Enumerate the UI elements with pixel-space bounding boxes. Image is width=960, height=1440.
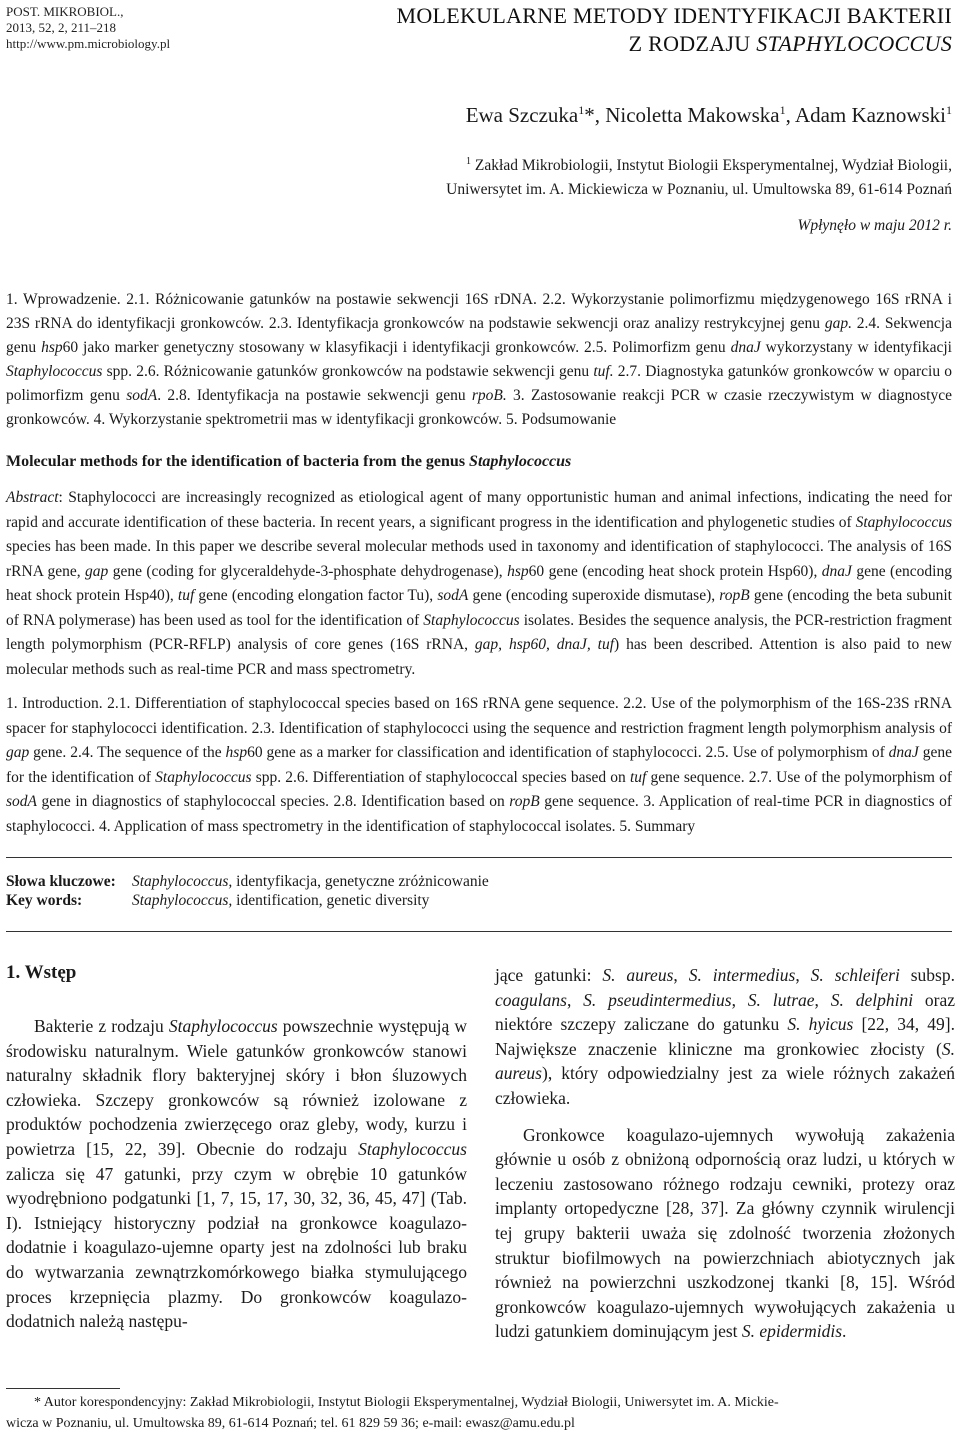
species-name: S. schleiferi [810,965,900,985]
paragraph [495,963,955,1111]
english-title-text: Molecular methods for the identification of bacteria from the genus [6,453,470,470]
title-line-2-prefix: Z RODZAJU [628,31,757,56]
abstract-text: species has been made. In this paper we describe several molecular methods used in taxonomy and identification of staphylococci. The analysis of 16S rRNA gene, [6,538,952,580]
title-line-1: MOLEKULARNE METODY IDENTYFIKACJI BAKTERII [396,3,952,28]
toc-pl-text: spp. 2.6. Różnicowanie gatunków gronkowców na podstawie sekwencji genu [102,363,594,380]
author-1-mark: *, [584,103,606,127]
title-genus: STAPHYLOCOCCUS [756,31,952,56]
abstract-term: gap [85,562,109,580]
species-name: S. delphini [830,989,914,1010]
footnote-rule [6,1388,120,1389]
genus-name: Staphylococcus [358,1138,467,1159]
abstract-text: : Staphylococci are increasingly recognized as etiological agent of many opportunistic human and animal infections, indicating the need for rapid and accurate identification of these bacteria. In recent years, a significant progress in the identification and phylogenetic studies of [6,489,952,531]
abstract-term: Staphylococcus [423,611,520,629]
abstract [6,486,952,682]
paragraph-text: , [731,989,748,1010]
received-date: Wpłynęło w maju 2012 r. [797,217,952,234]
keywords-english-label: Key words: [6,892,83,909]
paragraph-text: powszechnie występują w środowisku naturalnym. Wiele gatunków gronkowców stanowi naturalny składnik flory bakteryjnej skóry i błon śluzowych człowieka. Szczepy gronkowców są również izolowane z produktów pochodzenia zwierzęcego oraz gleby, wody, kurzu i powietrza [15, 22, 39]. Obecnie do rodzaju [6,1016,467,1159]
keywords-english [6,892,429,910]
toc-pl-gene: gap. [824,315,852,332]
paragraph-text: jące gatunki: [495,965,603,985]
paragraph-text: zalicza się 47 gatunki, przy czym w obrębie 10 gatunków wyodrębniono podgatunki [1, 7, 15, 17, 30, 32, 36, 45, 47] (Tab. I). Istniejący historyczny podział na gronkowce koagulazo-dodatnie i koagulazo-ujemne oparty jest na zdolności lub braku do wytwarzania zewnątrzkomórkowego białka stymulującego proces krzepnięcia plazmy. Do gronkowców koagulazo-dodatnich należą następu- [6,1163,467,1332]
article-title [300,2,952,58]
toc-pl-gene: hsp [41,339,63,356]
journal-volume: 2013, 52, 2, 211–218 [6,20,117,35]
abstract-term: Staphylococcus [855,513,952,531]
abstract-label: Abstract [6,489,59,506]
keywords-polish-label: Słowa kluczowe: [6,873,116,890]
toc-pl-text: wykorzystany w identyfikacji [760,339,952,356]
toc-en-text: 1. Introduction. 2.1. Differentiation of staphylococcal species based on 16S rRNA gene sequence. 2.2. Use of the polymorphism of the 16S-23S rRNA spacer for staphylococci identification. 2.3. Identification of staphylococci using the sequence and restriction fragment length polymorphism analysis of [6,695,952,737]
keyword-genus: Staphylococcus, [132,873,233,890]
footnote [6,1392,952,1434]
journal-name: POST. MIKROBIOL., [6,4,124,19]
toc-pl-text: 60 jako marker genetyczny stosowany w klasyfikacji i identyfikacji gronkowców. 2.5. Polimorfizm genu [62,339,731,356]
author-2: Nicoletta Makowska [605,103,780,127]
abstract-text: 60 gene (encoding heat shock protein Hsp60), [528,562,822,580]
paragraph-text: Gronkowce koagulazo-ujemnych wywołują zakażenia głównie u osób z obniżoną odpornością oraz ludzi, u których w leczeniu zastosowano różnego rodzaju cewniki, protezy oraz implanty ortopedyczne [28, 37]. Za główny czynnik wirulencji tej grupy bakterii uważa się zdolność tworzenia złożonych struktur biofilmowych na powierzchniach abiotycznych jak również na powierzchni uszkodzonej tkanki [8, 15]. Wśród gronkowców koagulazo-ujemnych wywołujących zakażenia u ludzi gatunkiem dominującym jest [495,1124,955,1342]
abstract-text: isolates. Besides the sequence analysis, the PCR-restriction fragment length polymorphism (PCR-RFLP) analysis of core genes (16S rRNA, [6,611,952,653]
species-name: S. aureus [602,965,674,985]
toc-en-text: spp. 2.6. Differentiation of staphylococcal species based on [251,768,630,786]
abstract-term: tuf [177,587,195,604]
journal-citation [6,4,170,52]
keywords-polish-text: identyfikacja, genetyczne zróżnicowanie [232,873,489,890]
toc-en-gene: hsp [225,744,248,761]
paragraph-text: , [795,965,811,985]
abstract-term: gap, hsp60, dnaJ, tuf [474,636,615,653]
author-2-affil: 1 [779,103,786,117]
genus-name: Staphylococcus [168,1016,278,1036]
species-name: S. aureus [495,1038,955,1084]
author-3-affil: 1 [946,103,952,117]
affiliation-line-1 [300,150,952,178]
toc-pl-text: 1. Wprowadzenie. 2.1. Różnicowanie gatunków na postawie sekwencji 16S rDNA. 2.2. Wykorzystanie polimorfizmu międzygenowego 16S rRNA i 23S rRNA do identyfikacji gronkowców. 2.3. Identyfikacja gronkowców na podstawie sekwencji oraz analizy restrykcyjnej genu [6,291,952,332]
paragraph [6,1014,467,1334]
toc-pl-text: 3. Zastosowanie reakcji PCR w czasie rzeczywistym w diagnostyce gronkowców. 4. Wykorzystanie spektrometrii mas w identyfikacji gronkowców. 5. Podsumowanie [6,387,952,428]
toc-en-text: gene. 2.4. The sequence of the [29,744,226,761]
paragraph [495,1123,955,1344]
toc-pl-text: 2.4. Sekwencja genu [6,315,952,356]
species-name: S. pseudintermedius [583,989,732,1010]
paragraph-text: . [842,1321,847,1342]
toc-en-text: gene in diagnostics of staphylococcal species. 2.8. Identification based on [37,793,510,810]
abstract-text: gene (encoding elongation factor Tu), [194,587,438,604]
english-title-genus: Staphylococcus [469,453,572,470]
abstract-text: ) has been described. Attention is also paid to new molecular methods such as real-time PCR and mass spectrometry. [6,636,952,678]
divider [6,931,952,932]
journal-url: http://www.pm.microbiology.pl [6,36,171,51]
keyword-genus: Staphylococcus, [132,892,233,909]
abstract-text: gene (encoding superoxide dismutase), [468,587,720,604]
paragraph-text: [22, 34, 49]. Największe znaczenie kliniczne ma gronkowiec złocisty ( [495,1014,955,1059]
author-separator: , [785,103,795,127]
paragraph-text: , [814,989,831,1010]
title-line-2 [300,30,952,58]
toc-en-text: gene for the identification of [6,744,952,786]
footnote-line-1: * Autor korespondencyjny: Zakład Mikrobiologii, Instytut Biologii Eksperymentalnej, Wydział Biologii, Uniwersytet im. A. Mickie- [34,1395,779,1410]
author-1: Ewa Szczuka [465,103,579,127]
contents-polish [6,288,952,432]
author-list [300,103,952,128]
paragraph-text: subsp. [899,965,955,985]
abstract-term: sodA [437,587,469,604]
toc-pl-gene: tuf. [593,363,614,380]
toc-en-genus: Staphylococcus [155,768,252,786]
toc-en-text: gene sequence. 3. Application of real-time PCR in diagnostics of staphylococci. 4. Application of mass spectrometry in the identification of staphylococcal isolates. 5. Summary [6,793,952,835]
keywords-polish [6,873,489,891]
abstract-text: gene (encoding heat shock protein Hsp40), [6,562,952,604]
toc-en-text: gene sequence. 2.7. Use of the polymorphism of [646,768,953,786]
toc-pl-text: . 2.8. Identyfikacja na postawie sekwencji genu [157,387,472,404]
divider [6,857,952,858]
author-1-affil: 1 [578,103,585,117]
species-name: S. hyicus [787,1014,854,1035]
affiliation-line-2: Uniwersytet im. A. Mickiewicza w Poznaniu, ul. Umultowska 89, 61-614 Poznań [446,181,952,199]
abstract-term: dnaJ [821,562,852,580]
affiliation-line-1-text: Zakład Mikrobiologii, Instytut Biologii Eksperymentalnej, Wydział Biologii, [471,157,952,175]
column-left [6,1014,467,1334]
paragraph-text: , [673,965,689,985]
toc-en-text: 60 gene as a marker for classification and identification of staphylococci. 2.5. Use of polymorphism of [247,744,889,761]
toc-en-gene: gap [6,744,30,761]
abstract-text: gene (encoding the beta subunit of RNA polymerase) has been used as tool for the identification of [6,587,952,629]
paragraph-text: Bakterie z rodzaju [34,1016,169,1036]
toc-en-gene: ropB [509,793,540,810]
footnote-line-2: wicza w Poznaniu, ul. Umultowska 89, 61-614 Poznań; tel. 61 829 59 36; e-mail: ewasz@amu.edu.pl [6,1416,575,1431]
species-name: S. epidermidis [741,1321,843,1342]
abstract-text: gene (coding for glyceraldehyde-3-phosphate dehydrogenase), [108,562,508,580]
toc-pl-genus: Staphylococcus [6,363,103,380]
toc-en-gene: sodA [6,793,37,810]
affiliation [300,150,952,202]
subspecies-name: coagulans [495,989,567,1010]
abstract-term: ropB [719,587,750,604]
toc-pl-text: 2.7. Diagnostyka gatunków gronkowców w oparciu o polimorfizm genu [6,363,953,404]
paragraph-text: ), który odpowiedzialny jest za wiele różnych zakażeń człowieka. [495,1063,955,1108]
toc-en-gene: tuf [629,768,647,786]
abstract-term: hsp [507,562,529,580]
section-heading: 1. Wstęp [6,962,77,983]
toc-pl-gene: sodA [126,387,158,404]
english-title [6,453,952,471]
paragraph-text: oraz niektóre szczepy zaliczane do gatunku [495,989,956,1035]
keywords-english-text: identification, genetic diversity [232,892,430,909]
species-name: S. lutrae [747,989,815,1010]
contents-english [6,692,952,839]
toc-pl-gene: dnaJ [730,339,761,356]
column-right [495,963,955,1344]
affiliation-sup: 1 [466,156,472,167]
toc-pl-gene: rpoB. [471,387,507,404]
paragraph-text: , [566,989,584,1010]
species-name: S. intermedius [688,965,796,985]
toc-en-gene: dnaJ [888,744,919,761]
author-3: Adam Kaznowski [794,103,946,127]
